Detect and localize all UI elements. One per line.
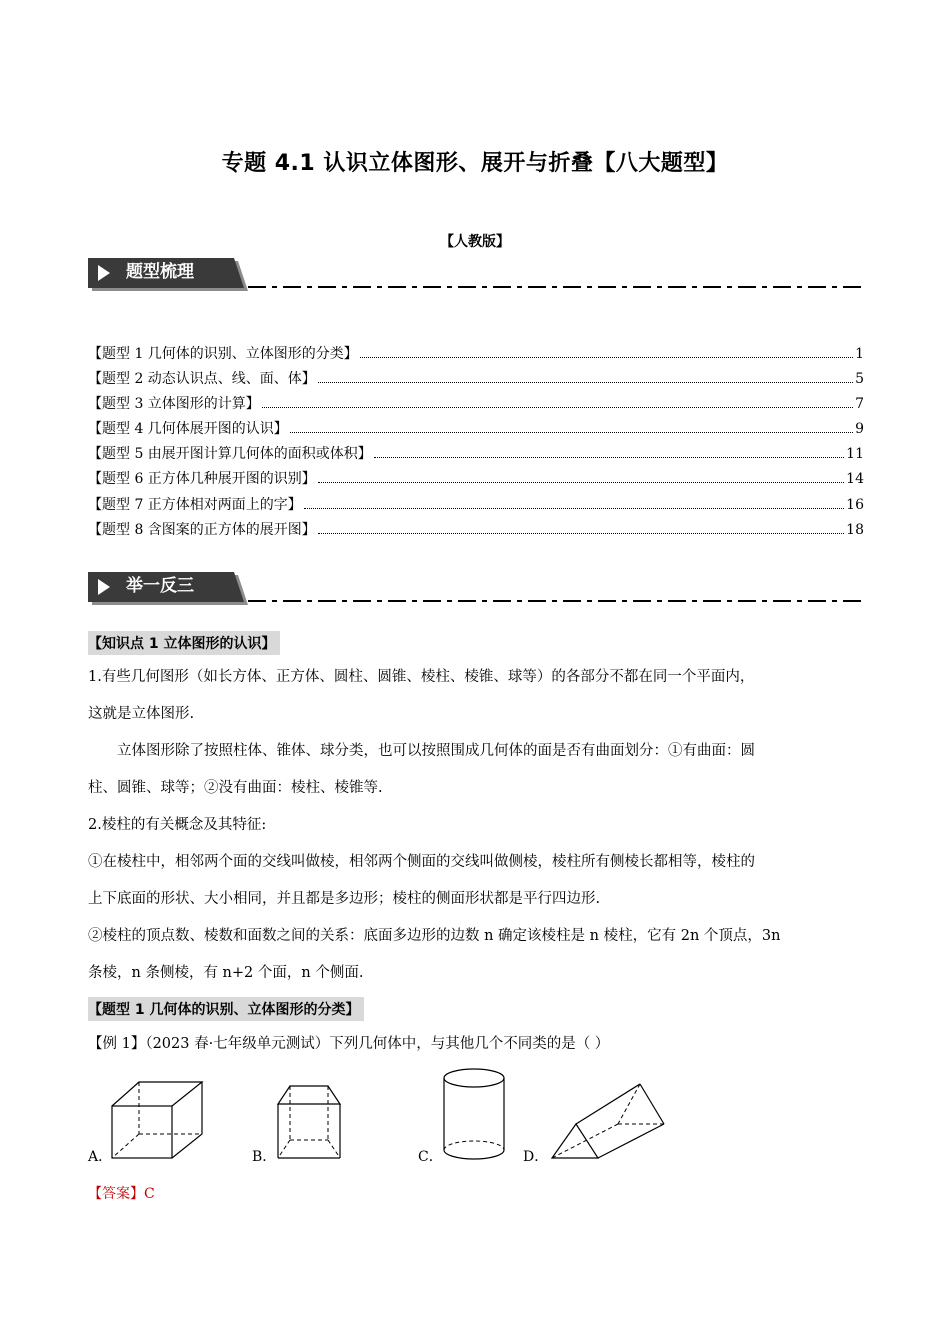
toc-item-label: 【题型 2 动态认识点、线、面、体】 — [88, 371, 316, 387]
option-d-label[interactable]: D． — [523, 1149, 549, 1165]
answer-text: 【答案】C — [88, 1186, 155, 1202]
toc-item-label: 【题型 1 几何体的识别、立体图形的分类】 — [88, 346, 358, 362]
toc-item-page: 9 — [855, 421, 864, 437]
toc-item-page: 11 — [846, 446, 864, 462]
toc-item-1[interactable] — [88, 343, 864, 365]
knowledge-p4a: ①在棱柱中，相邻两个面的交线叫做棱，相邻两个侧面的交线叫做侧棱，棱柱所有侧棱长都相等，棱柱的 — [88, 854, 755, 870]
edition-label: 【人教版】 — [440, 234, 510, 250]
knowledge-p2b: 柱、圆锥、球等；②没有曲面：棱柱、棱锥等. — [88, 780, 383, 796]
toc-item-8[interactable] — [88, 519, 864, 541]
toc-item-page: 18 — [846, 522, 864, 538]
banner-toc-title: 题型梳理 — [126, 262, 194, 282]
option-a-label[interactable]: A． — [88, 1149, 113, 1165]
page-title: 专题 4.1 认识立体图形、展开与折叠【八大题型】 — [221, 151, 729, 176]
banner-examples-title: 举一反三 — [126, 576, 194, 596]
option-c-label[interactable]: C． — [418, 1149, 443, 1165]
toc-item-page: 7 — [855, 396, 864, 412]
knowledge-p5b: 条棱，n 条侧棱，有 n+2 个面，n 个侧面. — [88, 965, 364, 981]
banner-toc-divider — [248, 286, 863, 288]
knowledge-heading: 【知识点 1 立体图形的认识】 — [88, 631, 280, 655]
toc-item-7[interactable] — [88, 494, 864, 516]
toc-item-3[interactable] — [88, 393, 864, 415]
knowledge-p3: 2.棱柱的有关概念及其特征: — [88, 817, 267, 833]
banner-examples-divider — [248, 600, 863, 602]
triangular-prism-figure — [548, 1078, 672, 1164]
toc-item-label: 【题型 5 由展开图计算几何体的面积或体积】 — [88, 446, 372, 462]
toc-item-2[interactable] — [88, 368, 864, 390]
question-type-heading: 【题型 1 几何体的识别、立体图形的分类】 — [88, 997, 364, 1021]
example-question: 【例 1】（2023 春·七年级单元测试）下列几何体中，与其他几个不同类的是（ ） — [88, 1036, 610, 1052]
toc-item-5[interactable] — [88, 443, 864, 465]
cube-figure — [106, 1078, 214, 1164]
toc-item-page: 14 — [846, 471, 864, 487]
prism-figure — [272, 1078, 348, 1164]
option-b-label[interactable]: B． — [252, 1149, 277, 1165]
toc-item-label: 【题型 8 含图案的正方体的展开图】 — [88, 522, 316, 538]
toc-item-page: 1 — [855, 346, 864, 362]
toc-item-label: 【题型 6 正方体几种展开图的识别】 — [88, 471, 316, 487]
toc-item-page: 5 — [855, 371, 864, 387]
knowledge-body — [88, 659, 864, 992]
cylinder-figure — [438, 1064, 510, 1164]
knowledge-p1b: 这就是立体图形. — [88, 706, 195, 722]
toc-item-label: 【题型 7 正方体相对两面上的字】 — [88, 497, 302, 513]
toc-item-label: 【题型 3 立体图形的计算】 — [88, 396, 260, 412]
toc-item-label: 【题型 4 几何体展开图的认识】 — [88, 421, 288, 437]
toc-item-6[interactable] — [88, 468, 864, 490]
knowledge-p4b: 上下底面的形状、大小相同，并且都是多边形；棱柱的侧面形状都是平行四边形. — [88, 891, 601, 907]
toc-item-4[interactable] — [88, 418, 864, 440]
knowledge-p5a: ②棱柱的顶点数、棱数和面数之间的关系：底面多边形的边数 n 确定该棱柱是 n 棱柱，它有 2n 个顶点，3n — [88, 928, 781, 944]
knowledge-p2a: 立体图形除了按照柱体、锥体、球分类，也可以按照围成几何体的面是否有曲面划分：①有曲面：圆 — [117, 743, 755, 759]
toc-item-page: 16 — [846, 497, 864, 513]
knowledge-p1a: 1.有些几何图形（如长方体、正方体、圆柱、圆锥、棱柱、棱锥、球等）的各部分不都在同一个平面内， — [88, 669, 755, 685]
